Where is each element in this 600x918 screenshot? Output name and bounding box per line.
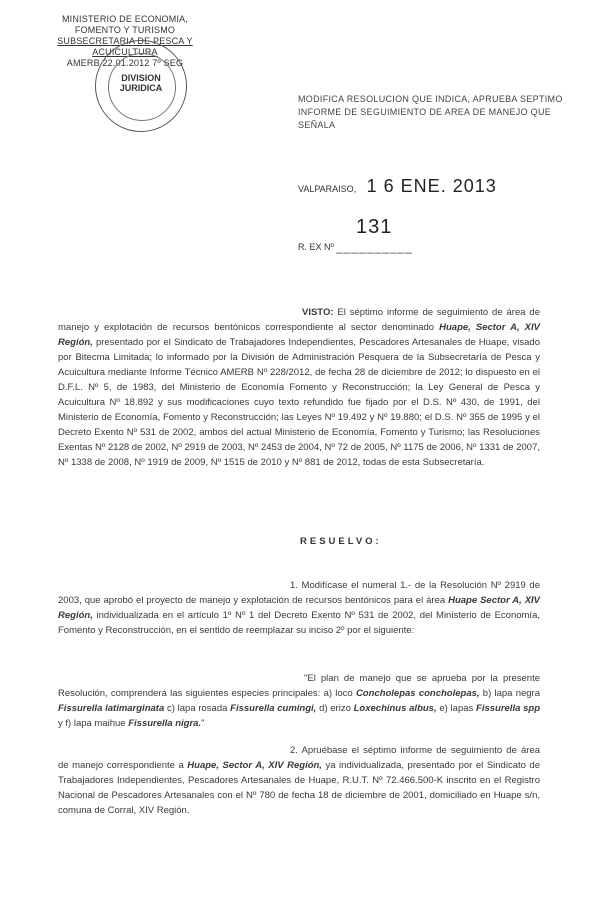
resolution-number-block xyxy=(298,216,578,262)
resolution-item-2 xyxy=(58,743,540,818)
resuelvo-heading: RESUELVO: xyxy=(300,536,382,547)
division-label xyxy=(96,73,186,93)
rex-label: R. EX Nº xyxy=(298,242,334,252)
visto-heading: VISTO: xyxy=(302,307,334,318)
date-value: 1 6 ENE. 2013 xyxy=(366,176,497,196)
visto-intro: El séptimo informe de seguimiento de área de manejo y explotación de recursos bentónicos correspondiente al sector denominado xyxy=(58,307,540,333)
species-loxechinus: Loxechinus albus, xyxy=(353,703,437,714)
visto-paragraph xyxy=(58,305,540,470)
subject-line1: MODIFICA RESOLUCION QUE INDICA, APRUEBA SEPTIMO xyxy=(298,94,563,104)
quote-part-2: b) lapa negra xyxy=(479,688,540,699)
resolution-subject xyxy=(298,93,578,132)
quote-part-5: e) lapas xyxy=(436,703,477,714)
rex-underline: __________ xyxy=(336,240,413,254)
species-cumingi: Fissurella cumingi, xyxy=(230,703,317,714)
visto-rest: presentado por el Sindicato de Trabajadores Independientes, Pescadores Artesanales de Huape, visado por Bitecma Limitada; lo informado por la División de Administración Pesquera de la Subsecretaría de Pesca y Acuicultura mediante Informe Técnico AMERB Nº 228/2012, de fecha 28 de diciembre de 2012; lo dispuesto en el D.F.L. Nº 5, de 1983, del Ministerio de Economía Fomento y Reconstrucción; la Ley General de Pesca y Acuicultura Nº 18.892 y sus modificaciones cuyo texto refundido fue fijado por el D.S. Nº 430, de 1991, del Ministerio de Economía, Fomento y Reconstrucción; las Leyes Nº 19.492 y Nº 19.880; el D.S. Nº 355 de 1995 y el Decreto Exento Nº 531 de 2002, ambos del actual Ministerio de Economía, Fomento y Turismo; las Resoluciones Exentas Nº 2128 de 2002, Nº 2919 de 2003, Nº 2453 de 2004, Nº 72 de 2005, Nº 1175 de 2006, Nº 1331 de 2007, Nº 1338 de 2008, Nº 1919 de 2009, Nº 1515 de 2010 y Nº 881 de 2012, todas de esta Subsecretaría. xyxy=(58,337,540,468)
item2-area: Huape, Sector A, XIV Región, xyxy=(187,760,322,771)
quote-part-7: " xyxy=(201,718,205,729)
item1-area: Huape Sector A, XIV Región, xyxy=(58,595,541,621)
division-line2: JURIDICA xyxy=(119,83,163,93)
visto-sector: Huape, Sector A, XIV Región, xyxy=(58,322,540,348)
species-concholepas: Concholepas concholepas, xyxy=(355,688,480,699)
item2-text-a: 2. Apruébase el séptimo informe de seguimiento de área de manejo correspondiente a xyxy=(58,745,540,771)
division-line1: DIVISION xyxy=(121,73,161,83)
quote-part-6: y f) lapa maihue xyxy=(58,718,129,729)
resolution-item-1 xyxy=(58,578,540,638)
ministry-line1: MINISTERIO DE ECONOMIA, xyxy=(61,14,189,24)
species-quote xyxy=(58,671,540,731)
item1-text-b: individualizada en el artículo 1º Nº 1 del Decreto Exento Nº 531 de 2002, del Ministerio de Economía, Fomento y Reconstrucción, en el sentido de reemplazar su inciso 2º por el siguiente: xyxy=(58,610,540,636)
rex-number: 131 xyxy=(356,216,393,238)
official-seal-stamp xyxy=(95,40,187,132)
date-block xyxy=(298,176,578,197)
quote-part-1: "El plan de manejo que se aprueba por la presente Resolución, comprenderá las siguientes especies principales: a) loco xyxy=(58,673,540,699)
quote-part-3: c) lapa rosada xyxy=(164,703,231,714)
subject-line2: INFORME DE SEGUIMIENTO DE AREA DE MANEJO QUE xyxy=(298,107,552,117)
subsecretaria-line: SUBSECRETARIA DE PESCA Y ACUICULTURA xyxy=(57,36,193,57)
species-latimarginata: Fissurella latimarginata xyxy=(58,703,165,714)
subject-line3: SEÑALA xyxy=(298,120,336,130)
reference-line: AMERB 22.01.2012 7º SEG xyxy=(66,58,184,68)
date-label: VALPARAISO, xyxy=(298,184,357,194)
species-fissurella-spp: Fissurella spp xyxy=(476,703,541,714)
species-nigra: Fissurella nigra. xyxy=(128,718,202,729)
ministry-line2: FOMENTO Y TURISMO xyxy=(74,25,176,35)
quote-part-4: d) erizo xyxy=(316,703,354,714)
item1-text-a: 1. Modifícase el numeral 1.- de la Resolución Nº 2919 de 2003, que aprobó el proyecto de manejo y explotación de recursos bentónicos para el área xyxy=(58,580,540,606)
item2-text-b: ya individualizada, presentado por el Sindicato de Trabajadores Independientes, Pescadores Artesanales de Huape, R.U.T. Nº 72.466.500-K inscrito en el Registro Nacional de Pescadores Artesanales con el Nº 780 de fecha 18 de diciembre de 2001, domiciliado en Huape s/n, comuna de Corral, XIV Región. xyxy=(58,760,540,816)
